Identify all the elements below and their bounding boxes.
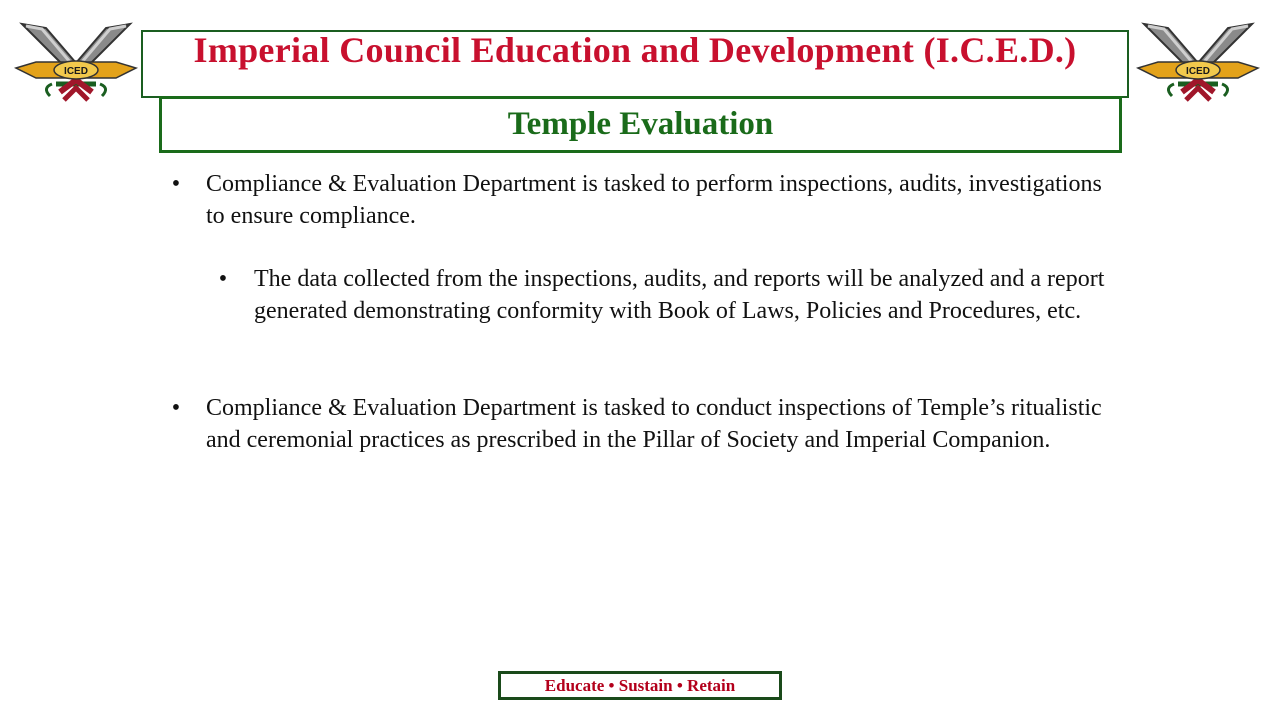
crossed-swords-emblem-icon <box>1134 18 1262 104</box>
bullet-text: The data collected from the inspections, audits, and reports will be analyzed and a report generated demonstrating conformity with Book of Laws, Policies and Procedures, etc. <box>254 266 1105 324</box>
page-title: Imperial Council Education and Development (I.C.E.D.) <box>193 30 1077 70</box>
crossed-swords-emblem-icon <box>12 18 140 104</box>
bullet-icon: • <box>171 171 181 197</box>
subtitle-banner <box>159 96 1122 153</box>
iced-logo-right <box>1134 18 1262 104</box>
footer-tagline: Educate • Sustain • Retain <box>544 676 736 695</box>
iced-logo-left <box>12 18 140 104</box>
bullet-text: Compliance & Evaluation Department is tasked to conduct inspections of Temple’s ritualistic and ceremonial practices as prescribed in the Pillar of Society and Imperial Companion. <box>206 395 1102 453</box>
slide-subtitle: Temple Evaluation <box>507 106 774 142</box>
svg-text:ICED: ICED <box>64 66 88 77</box>
bullet-icon: • <box>171 395 181 421</box>
bullet-icon: • <box>218 266 228 292</box>
header-banner <box>141 30 1129 98</box>
bullet-text: Compliance & Evaluation Department is tasked to perform inspections, audits, investigations to ensure compliance. <box>206 171 1102 229</box>
footer-tagline-box <box>498 671 782 700</box>
svg-text:ICED: ICED <box>1186 66 1210 77</box>
